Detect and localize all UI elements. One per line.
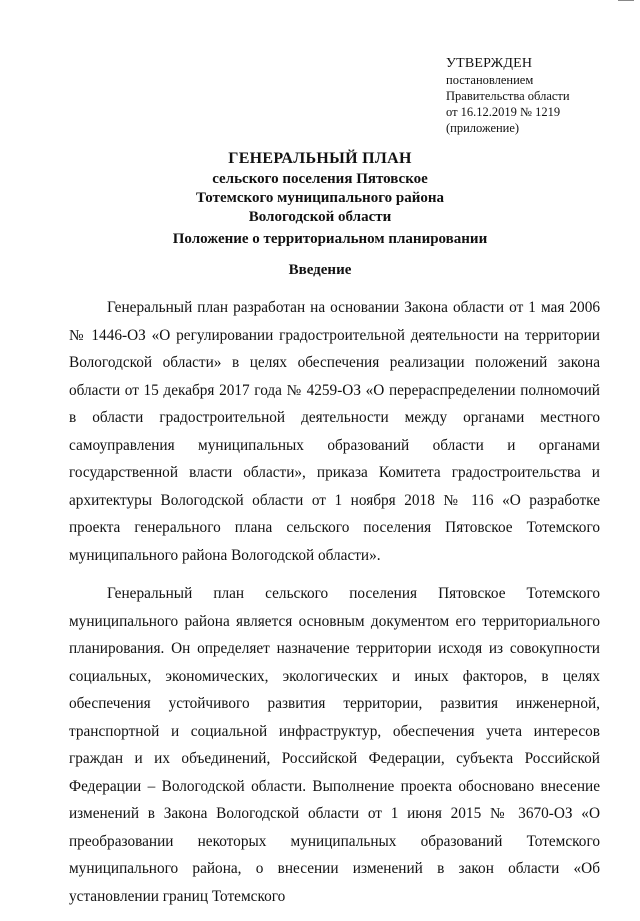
document-title bbox=[0, 148, 640, 227]
title-main: ГЕНЕРАЛЬНЫЙ ПЛАН bbox=[228, 150, 412, 167]
approval-label: УТВЕРЖДЕН bbox=[446, 56, 533, 71]
body-text bbox=[69, 294, 600, 921]
paragraph: Генеральный план разработан на основании Закона области от 1 мая 2006 № 1446-ОЗ «О регулировании градостроительной деятельности на территории Вологодской области» в целях обеспечения реализации положений закона области от 15 декабря 2017 года № 4259-ОЗ «О перераспределении полномочий в области градостроительной деятельности между органами местного самоуправления муниципальных образований области и органами государственной власти области», приказа Комитета градостроительства и архитектуры Вологодской области от 1 ноября 2018 № 116 «О разработке проекта генерального плана сельского поселения Пятовское Тотемского муниципального района Вологодской области». bbox=[69, 299, 600, 564]
title-line: Тотемского муниципального района bbox=[195, 190, 445, 206]
page-edge-mark bbox=[618, 0, 634, 4]
approval-stamp bbox=[446, 56, 626, 136]
approval-line: постановлением bbox=[446, 73, 534, 87]
paragraph: Генеральный план сельского поселения Пятовское Тотемского муниципального района является основным документом его территориального планирования. Он определяет назначение территории исходя из совокупности социальных, экономических, экологических и иных факторов, в целях обеспечения устойчивого развития территории, развития инженерной, транспортной и социальной инфраструктур, обеспечения учета интересов граждан и их объединений, Российской Федерации, субъекта Российской Федерации – Вологодской области. Выполнение проекта обосновано внесение изменений в Закона Вологодской области от 1 июня 2015 № 3670-ОЗ «О преобразовании некоторых муниципальных образований Тотемского муниципального района, о внесении изменений в закон области «Об установлении границ Тотемского bbox=[69, 585, 600, 905]
section-title: Положение о территориальном планировании bbox=[172, 231, 488, 247]
title-line: Вологодской области bbox=[248, 209, 392, 225]
approval-line: Правительства области bbox=[446, 89, 570, 103]
approval-line: (приложение) bbox=[446, 121, 520, 135]
approval-line: от 16.12.2019 № 1219 bbox=[446, 105, 561, 119]
subsection-title: Введение bbox=[288, 262, 352, 278]
title-line: сельского поселения Пятовское bbox=[212, 171, 428, 187]
